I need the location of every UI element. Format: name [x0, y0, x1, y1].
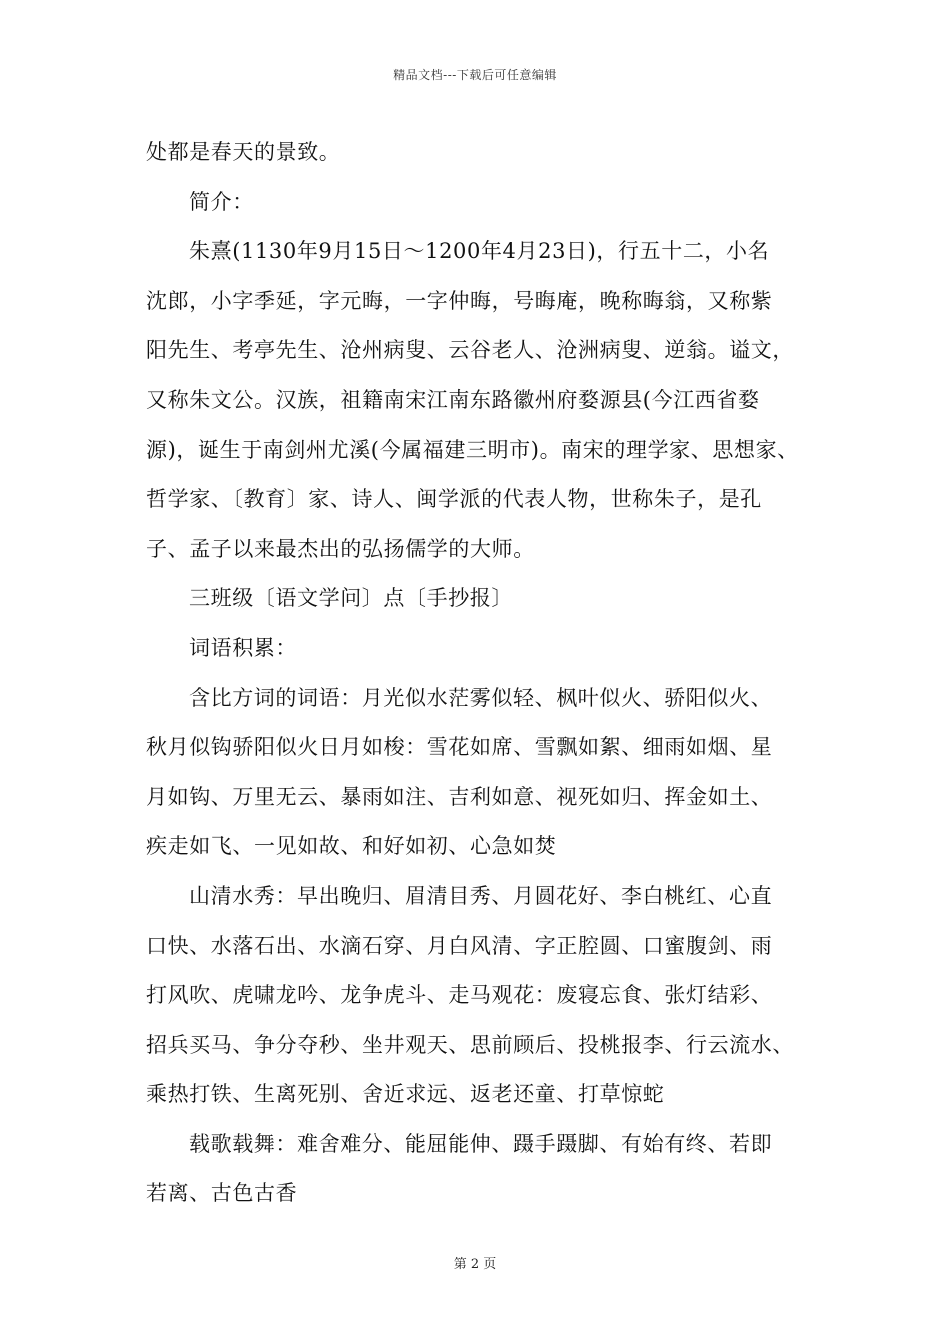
text-line: 招兵买马、争分夺秒、坐井观天、思前顾后、投桃报李、行云流水、 — [146, 1032, 794, 1057]
text-line: 哲学家、〔教育〕家、诗人、闽学派的代表人物，世称朱子，是孔 — [146, 487, 762, 512]
text-line: 打风吹、虎啸龙吟、龙争虎斗、走马观花：废寝忘食、张灯结彩、 — [146, 983, 773, 1008]
text-line: 三班级〔语文学问〕点〔手抄报〕 — [189, 586, 513, 611]
text-line: 词语积累： — [189, 635, 297, 660]
text-line: 口快、水落石出、水滴石穿、月白风清、字正腔圆、口蜜腹剑、雨 — [146, 933, 773, 958]
text-line: 简介： — [189, 189, 254, 214]
text-line: 若离、古色古香 — [146, 1181, 298, 1206]
text-line: 子、孟子以来最杰出的弘扬儒学的大师。 — [146, 536, 535, 561]
text-line: 阳先生、考亭先生、沧州病叟、云谷老人、沧洲病叟、逆翁。谥文， — [146, 338, 794, 363]
page-header: 精品文档---下载后可任意编辑 — [393, 68, 557, 82]
text-line: 又称朱文公。汉族，祖籍南宋江南东路徽州府婺源县(今江西省婺 — [146, 387, 760, 412]
text-line: 处都是春天的景致。 — [146, 140, 341, 164]
text-line: 乘热打铁、生离死别、舍近求远、返老还童、打草惊蛇 — [146, 1082, 665, 1107]
text-line: 疾走如飞、一见如故、和好如初、心急如焚 — [146, 834, 557, 859]
text-line: 沈郎，小字季延，字元晦，一字仲晦，号晦庵，晚称晦翁，又称紫 — [146, 288, 773, 313]
page-number: 第 2 页 — [453, 1257, 497, 1272]
text-line: 载歌载舞：难舍难分、能屈能伸、蹑手蹑脚、有始有终、若即 — [189, 1131, 773, 1156]
text-line: 秋月似钩骄阳似火日月如梭：雪花如席、雪飘如絮、细雨如烟、星 — [146, 735, 773, 760]
text-line: 源)，诞生于南剑州尤溪(今属福建三明市)。南宋的理学家、思想家、 — [146, 437, 799, 462]
text-line: 月如钩、万里无云、暴雨如注、吉利如意、视死如归、挥金如土、 — [146, 784, 773, 809]
text-line: 朱熹(1130年9月15日～1200年4月23日)，行五十二，小名 — [189, 239, 770, 264]
text-line: 山清水秀：早出晚归、眉清目秀、月圆花好、李白桃红、心直 — [189, 883, 773, 908]
text-line: 含比方词的词语：月光似水茫雾似轻、枫叶似火、骄阳似火、 — [189, 685, 773, 710]
document-body — [146, 128, 822, 1219]
